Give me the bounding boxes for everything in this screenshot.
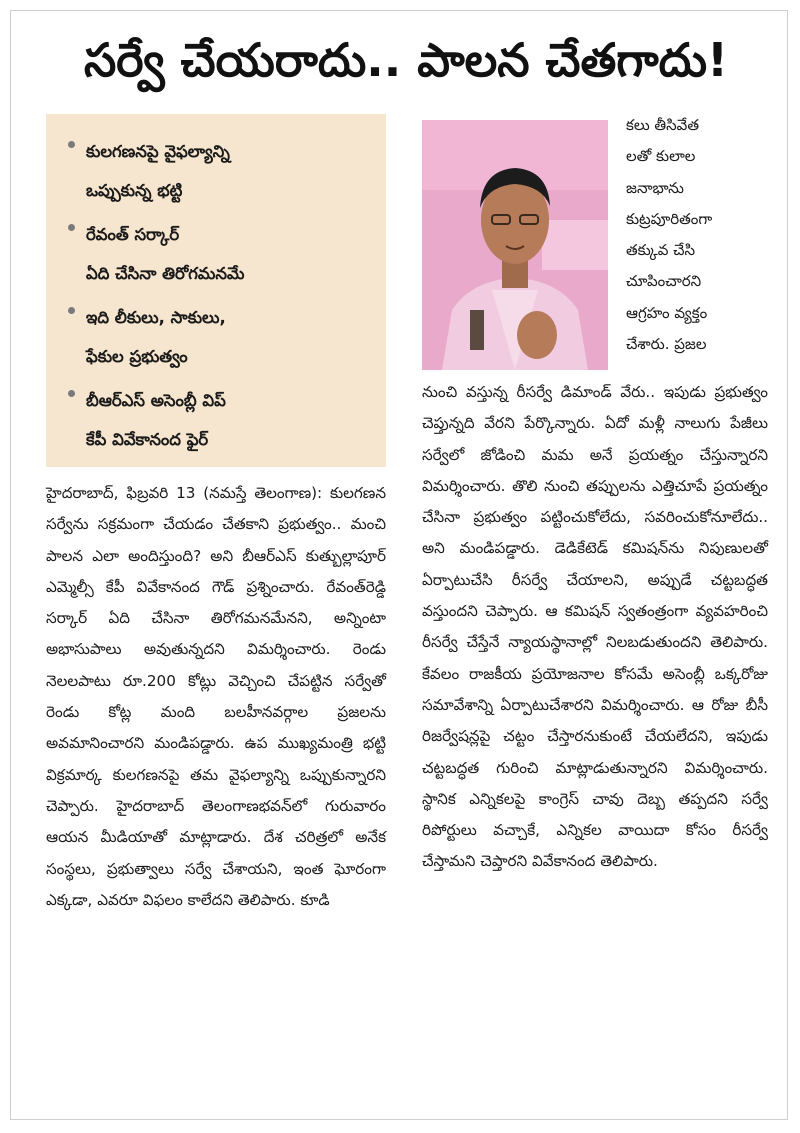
headline: సర్వే చేయరాదు.. పాలన చేతగాదు! (83, 33, 729, 87)
highlight-item (64, 215, 374, 293)
highlights-box (46, 114, 386, 467)
speaker-portrait-image (422, 120, 608, 370)
bullet-icon (68, 390, 75, 397)
highlight-item (64, 132, 374, 210)
bullet-icon (68, 307, 75, 314)
highlight-text: ఇది లీకులు, సాకులు, ఫేకుల ప్రభుత్వం (86, 308, 226, 366)
highlight-text: కులగణనపై వైఫల్యాన్ని ఒప్పుకున్న భట్టి (86, 142, 230, 200)
bullet-icon (68, 224, 75, 231)
body-paragraph: హైదరాబాద్, ఫిబ్రవరి 13 (నమస్తే తెలంగాణ): కులగణన సర్వేను సక్రమంగా చేయడం చేతకాని ప్రభుత్వం.. మంచి పాలన ఎలా అందిస్తుంది? అని బీఆర్ఎస్ కుత్బుల్లాపూర్ ఎమ్మెల్సీ కేపీ వివేకానంద గౌడ్ ప్రశ్నించారు. రేవంత్‌రెడ్డి సర్కార్ ఏది చేసినా తిరోగమనమేనని, అన్నింటా అభాసుపాలు అవుతున్నదని విమర్శించారు. రెండు నెలలపాటు రూ.200 కోట్లు వెచ్చించి చేపట్టిన సర్వేతో రెండు కోట్ల మంది బలహీనవర్గాల ప్రజలను అవమానించారని మండిపడ్డారు. ఉప ముఖ్యమంత్రి భట్టి విక్రమార్క కులగణనపై తమ వైఫల్యాన్ని ఒప్పుకున్నారని చెప్పారు. హైదరాబాద్ తెలంగాణభవన్‌లో గురువారం ఆయన మీడియాతో మాట్లాడారు. దేశ చరిత్రలో అనేక సంస్థలు, ప్రభుత్వాలు సర్వే చేశాయని, ఇంత ఘోరంగా ఎక్కడా, ఎవరూ విఫలం కాలేదని తెలిపారు. కూడి (46, 484, 386, 909)
highlight-item (64, 298, 374, 376)
article-body-right (422, 377, 768, 878)
bullet-icon (68, 141, 75, 148)
highlight-item (64, 381, 374, 459)
speaker-photo (422, 120, 608, 370)
highlight-text: రేవంత్ సర్కార్ ఏది చేసినా తిరోగమనమే (86, 225, 245, 283)
body-paragraph: నుంచి వస్తున్న రీసర్వే డిమాండ్ వేరు.. ఇపుడు ప్రభుత్వం చెప్తున్నది వేరని పేర్కొన్నారు. ఏదో మళ్లీ నాలుగు పేజీలు సర్వేలో జోడించి మమ అనే ప్రయత్నం చేస్తున్నారని విమర్శించారు. తొలి నుంచి తప్పులను ఎత్తిచూపే ప్రయత్నం చేసినా ప్రభుత్వం పట్టించుకోలేదు, సవరించుకోనూలేదు.. అని మండిపడ్డారు. డెడికేటెడ్ కమిషన్‌ను నిపుణులతో ఏర్పాటుచేసి రీసర్వే చేయాలని, అప్పుడే చట్టబద్ధత వస్తుందని చెప్పారు. ఆ కమిషన్ స్వతంత్రంగా వ్యవహరించి రీసర్వే చేస్తేనే న్యాయస్థానాల్లో నిలబడుతుందని తెలిపారు. కేవలం రాజకీయ ప్రయోజనాల కోసమే అసెంబ్లీ ఒక్కరోజు సమావేశాన్ని ఏర్పాటుచేశారని విమర్శించారు. ఆ రోజు బీసీ రిజర్వేషన్లపై చట్టం చేస్తారనుకుంటే చేయలేదని, ఇపుడు చట్టబద్ధత గురించి మాట్లాడుతున్నారని విమర్శించారు. స్థానిక ఎన్నికలపై కాంగ్రెస్ చావు దెబ్బ తప్పదని సర్వే రిపోర్టులు వచ్చాకే, ఎన్నికల వాయిదా కోసం రీసర్వే చేస్తామని చెప్తారని వివేకానంద తెలిపారు. (422, 383, 768, 871)
article-body-left (46, 478, 386, 916)
highlight-text: బీఆర్ఎస్ అసెంబ్లీ విప్ కేపీ వివేకానంద ఫైర్ (86, 391, 226, 449)
article-body-wrap: కలు తీసివేత లతో కులాల జనాభాను కుట్రపూరితంగా తక్కువ చేసి చూపించారని ఆగ్రహం వ్యక్తం చేశారు. ప్రజల (626, 116, 713, 354)
